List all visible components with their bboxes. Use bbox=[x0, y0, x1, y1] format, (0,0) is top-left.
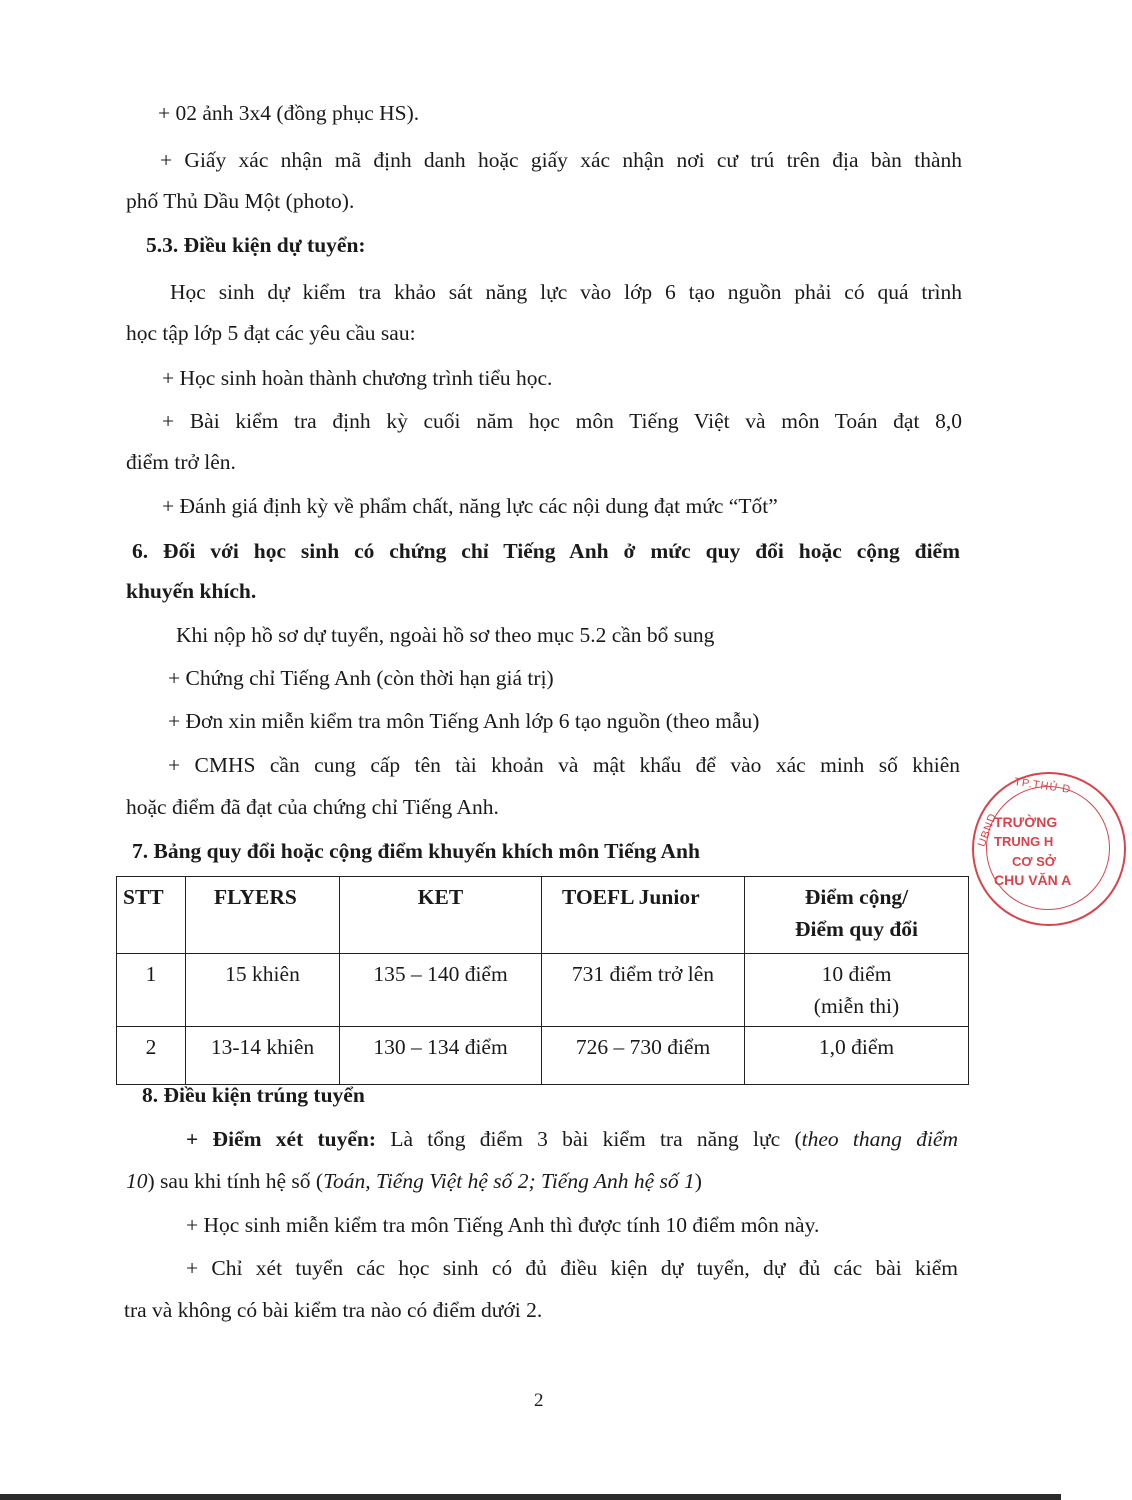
table-row bbox=[117, 1027, 969, 1085]
heading-6: 6. Đối với học sinh có chứng chỉ Tiếng Anh ở mức quy đổi hoặc cộng điểm bbox=[132, 539, 960, 563]
heading-8: 8. Điều kiện trúng tuyển bbox=[142, 1083, 365, 1107]
bullet-english-exempt: + Học sinh miễn kiểm tra môn Tiếng Anh thì được tính 10 điểm môn này. bbox=[186, 1213, 820, 1237]
cell-score-line2: (miễn thi) bbox=[813, 994, 900, 1018]
coefficient-detail: Toán, Tiếng Việt hệ số 2; Tiếng Anh hệ số 1 bbox=[323, 1169, 695, 1193]
bullet-assessment: + Đánh giá định kỳ về phẩm chất, năng lực các nội dung đạt mức “Tốt” bbox=[162, 494, 778, 518]
cell-stt: 1 bbox=[117, 954, 186, 1027]
paragraph-eligibility: Học sinh dự kiểm tra khảo sát năng lực vào lớp 6 tạo nguồn phải có quá trình bbox=[170, 280, 962, 304]
bullet-final-test: + Bài kiểm tra định kỳ cuối năm học môn Tiếng Việt và môn Toán đạt 8,0 bbox=[162, 409, 962, 433]
coefficient-close: ) bbox=[694, 1169, 702, 1193]
bullet-english-certificate: + Chứng chỉ Tiếng Anh (còn thời hạn giá trị) bbox=[168, 666, 554, 690]
cell-ket: 130 – 134 điểm bbox=[340, 1027, 542, 1085]
seal-ring-text-left: UBND bbox=[975, 811, 1000, 849]
conversion-table bbox=[116, 876, 969, 1085]
heading-5-3: 5.3. Điều kiện dự tuyển: bbox=[146, 233, 366, 257]
bullet-final-test-cont: điểm trở lên. bbox=[126, 450, 236, 474]
header-stt: STT bbox=[117, 877, 186, 954]
seal-line-4: CHU VĂN A bbox=[994, 872, 1072, 888]
bullet-account-verification: + CMHS cần cung cấp tên tài khoản và mật khẩu để vào xác minh số khiên bbox=[168, 753, 960, 777]
cell-flyers: 15 khiên bbox=[186, 954, 340, 1027]
cell-score bbox=[745, 1027, 969, 1085]
coefficient-text: ) sau khi tính hệ số ( bbox=[147, 1169, 324, 1193]
paragraph-admission-score-cont bbox=[126, 1166, 702, 1196]
table-row bbox=[117, 954, 969, 1027]
header-flyers: FLYERS bbox=[186, 877, 340, 954]
cell-toefl: 726 – 730 điểm bbox=[542, 1027, 745, 1085]
header-toefl-junior: TOEFL Junior bbox=[542, 877, 745, 954]
heading-7: 7. Bảng quy đổi hoặc cộng điểm khuyến khích môn Tiếng Anh bbox=[132, 839, 700, 863]
seal-line-1: TRƯỜNG bbox=[994, 814, 1058, 830]
scan-bottom-edge bbox=[0, 1494, 1061, 1500]
paragraph-application: Khi nộp hồ sơ dự tuyển, ngoài hồ sơ theo mục 5.2 cần bổ sung bbox=[176, 623, 715, 647]
admission-score-scale: theo thang điểm bbox=[801, 1127, 958, 1151]
table-header-row bbox=[117, 877, 969, 954]
bullet-exemption-request: + Đơn xin miễn kiểm tra môn Tiếng Anh lớp 6 tạo nguồn (theo mẫu) bbox=[168, 709, 760, 733]
cell-score bbox=[745, 954, 969, 1027]
school-seal-stamp bbox=[972, 772, 1126, 926]
bullet-residence-confirmation-cont: phố Thủ Dầu Một (photo). bbox=[126, 189, 355, 213]
admission-score-text: Là tổng điểm 3 bài kiểm tra năng lực ( bbox=[376, 1127, 802, 1151]
seal-line-3: CƠ SỞ bbox=[1012, 854, 1056, 869]
cell-ket: 135 – 140 điểm bbox=[340, 954, 542, 1027]
seal-line-2: TRUNG H bbox=[994, 834, 1054, 849]
bullet-eligibility-rule-cont: tra và không có bài kiểm tra nào có điểm dưới 2. bbox=[124, 1298, 543, 1322]
header-score bbox=[745, 877, 969, 954]
bullet-residence-confirmation: + Giấy xác nhận mã định danh hoặc giấy xác nhận nơi cư trú trên địa bàn thành bbox=[160, 148, 962, 172]
header-ket: KET bbox=[340, 877, 542, 954]
cell-stt: 2 bbox=[117, 1027, 186, 1085]
heading-6-cont: khuyến khích. bbox=[126, 579, 257, 603]
page-number: 2 bbox=[534, 1390, 544, 1411]
header-score-line1: Điểm cộng/ bbox=[804, 885, 909, 909]
bullet-primary-completion: + Học sinh hoàn thành chương trình tiểu học. bbox=[162, 366, 553, 390]
cell-flyers: 13-14 khiên bbox=[186, 1027, 340, 1085]
bullet-eligibility-rule: + Chỉ xét tuyển các học sinh có đủ điều kiện dự tuyển, dự đủ các bài kiểm bbox=[186, 1256, 958, 1280]
cell-score-line1: 1,0 điểm bbox=[818, 1035, 895, 1059]
cell-toefl: 731 điểm trở lên bbox=[542, 954, 745, 1027]
paragraph-admission-score bbox=[186, 1124, 958, 1154]
admission-score-scale-cont: 10 bbox=[126, 1169, 148, 1193]
header-score-line2: Điểm quy đổi bbox=[794, 917, 919, 941]
seal-ring-text-top: TP.THỦ D bbox=[1013, 776, 1072, 796]
admission-score-label: + Điểm xét tuyển: bbox=[186, 1127, 377, 1151]
paragraph-eligibility-cont: học tập lớp 5 đạt các yêu cầu sau: bbox=[126, 321, 416, 345]
bullet-account-verification-cont: hoặc điểm đã đạt của chứng chỉ Tiếng Anh. bbox=[126, 795, 499, 819]
cell-score-line1: 10 điểm bbox=[821, 962, 892, 986]
bullet-photos: + 02 ảnh 3x4 (đồng phục HS). bbox=[158, 101, 420, 125]
